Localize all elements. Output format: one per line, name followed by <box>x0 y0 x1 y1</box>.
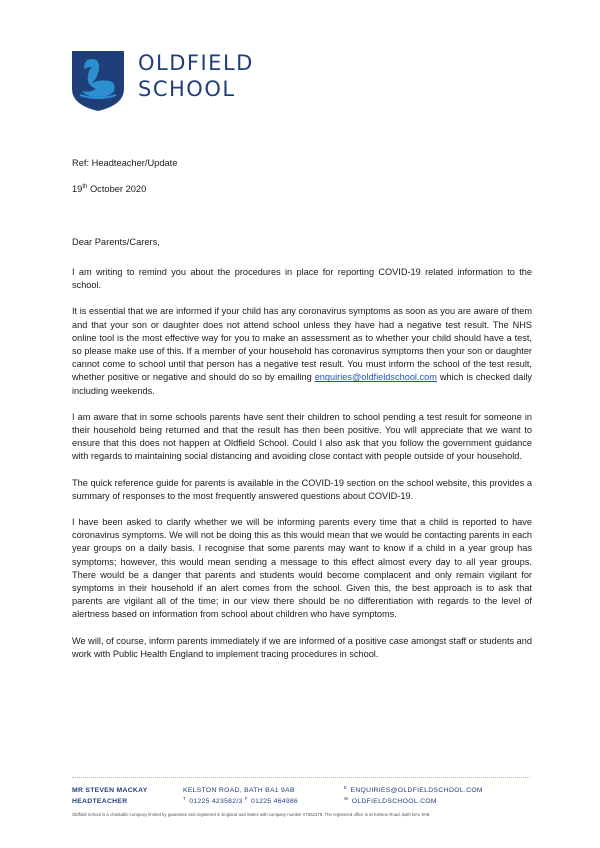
headteacher-name: MR STEVEN MACKAY <box>72 787 148 794</box>
fax-prefix: F <box>244 795 248 801</box>
paragraph-3: I am aware that in some schools parents have sent their children to school pending a test result for someone in their household being returned and that the result has then been positive. You will appreciate that we want to ensure that this does not happen at Oldfield School. Could I also ask that you follow the government guidance with regards to maintaining social distancing and avoiding close contact with people outside of your household. <box>72 411 532 462</box>
paragraph-2 <box>72 305 532 397</box>
email-prefix: E <box>344 784 348 790</box>
salutation: Dear Parents/Carers, <box>72 237 160 247</box>
school-address: KELSTON ROAD, BATH BA1 9AB <box>183 787 295 794</box>
paragraph-4: The quick reference guide for parents is available in the COVID-19 section on the school website, this provides a summary of responses to the most frequently answered questions about COVID-19. <box>72 477 532 501</box>
web-prefix: W <box>344 795 349 801</box>
enquiries-email-link[interactable]: enquiries@oldfieldschool.com <box>314 372 437 383</box>
footer-online <box>344 785 483 807</box>
legal-notice: Oldfield School is a charitable company limited by guarantee and registered in England and Wales with company number 07562179. The registered office is at Kelston Road, Bath BA1 9AB <box>72 812 430 817</box>
school-name-line2: SCHOOL <box>138 77 236 101</box>
footer-website <box>344 796 483 807</box>
footer-divider <box>72 777 530 778</box>
reference-line: Ref: Headteacher/Update <box>72 158 178 168</box>
paragraph-2-end: which is checked daily including weekends. <box>72 372 533 396</box>
swan-shield-icon <box>70 49 126 113</box>
tel-prefix: T <box>183 795 187 801</box>
headteacher-role: HEADTEACHER <box>72 798 128 805</box>
letter-date <box>72 184 146 194</box>
footer-contact <box>183 785 298 807</box>
school-name <box>138 50 254 102</box>
letter-body <box>72 266 532 674</box>
footer-headteacher <box>72 785 148 807</box>
phone-fax <box>183 796 298 807</box>
footer-website-address[interactable]: OLDFIELDSCHOOL.COM <box>349 798 437 805</box>
school-name-line1: OLDFIELD <box>138 51 254 75</box>
date-suffix: th <box>82 183 88 190</box>
footer-email-address[interactable]: ENQUIRIES@OLDFIELDSCHOOL.COM <box>348 787 483 794</box>
paragraph-5: I have been asked to clarify whether we will be informing parents every time that a child is reported to have coronavirus symptoms. We will not be doing this as this would mean that we would be contacting parents in each year groups on a daily basis. I recognise that some parents may want to know if a child in a year group has symptoms; however, this would mean sending a message to this effect almost every day to all year groups. There would be a danger that parents and students would become complacent and only remain vigilant for symptoms in their household if an alert comes from the school. Given this, the best approach is to ask that parents are vigilant all of the time; in our view there should be no differentiation with regards to the level of alertness based on information from school about children who have symptoms. <box>72 517 532 620</box>
tel-number: 01225 423582/3 <box>187 798 245 805</box>
paragraph-2-text: It is essential that we are informed if your child has any coronavirus symptoms as soon as you are aware of them and that your son or daughter does not attend school unless they have had a negative test result. The NHS online tool is the most effective way for you to make an assessment as to whether your child should have a test, so please make use of this. If a member of your household has coronavirus symptoms then your son or daughter cannot come to school until that person has a negative test result. You must inform the school of the test result, whether positive or negative and should do so by emailing <box>72 306 532 383</box>
date-day: 19 <box>72 184 83 194</box>
fax-number: 01225 464986 <box>248 798 299 805</box>
paragraph-1: I am writing to remind you about the procedures in place for reporting COVID-19 related information to the school. <box>72 267 532 291</box>
date-month-year: October 2020 <box>87 184 147 194</box>
paragraph-6: We will, of course, inform parents immediately if we are informed of a positive case amongst staff or students and work with Public Health England to implement tracing procedures in school. <box>72 635 532 659</box>
footer-email <box>344 785 483 796</box>
